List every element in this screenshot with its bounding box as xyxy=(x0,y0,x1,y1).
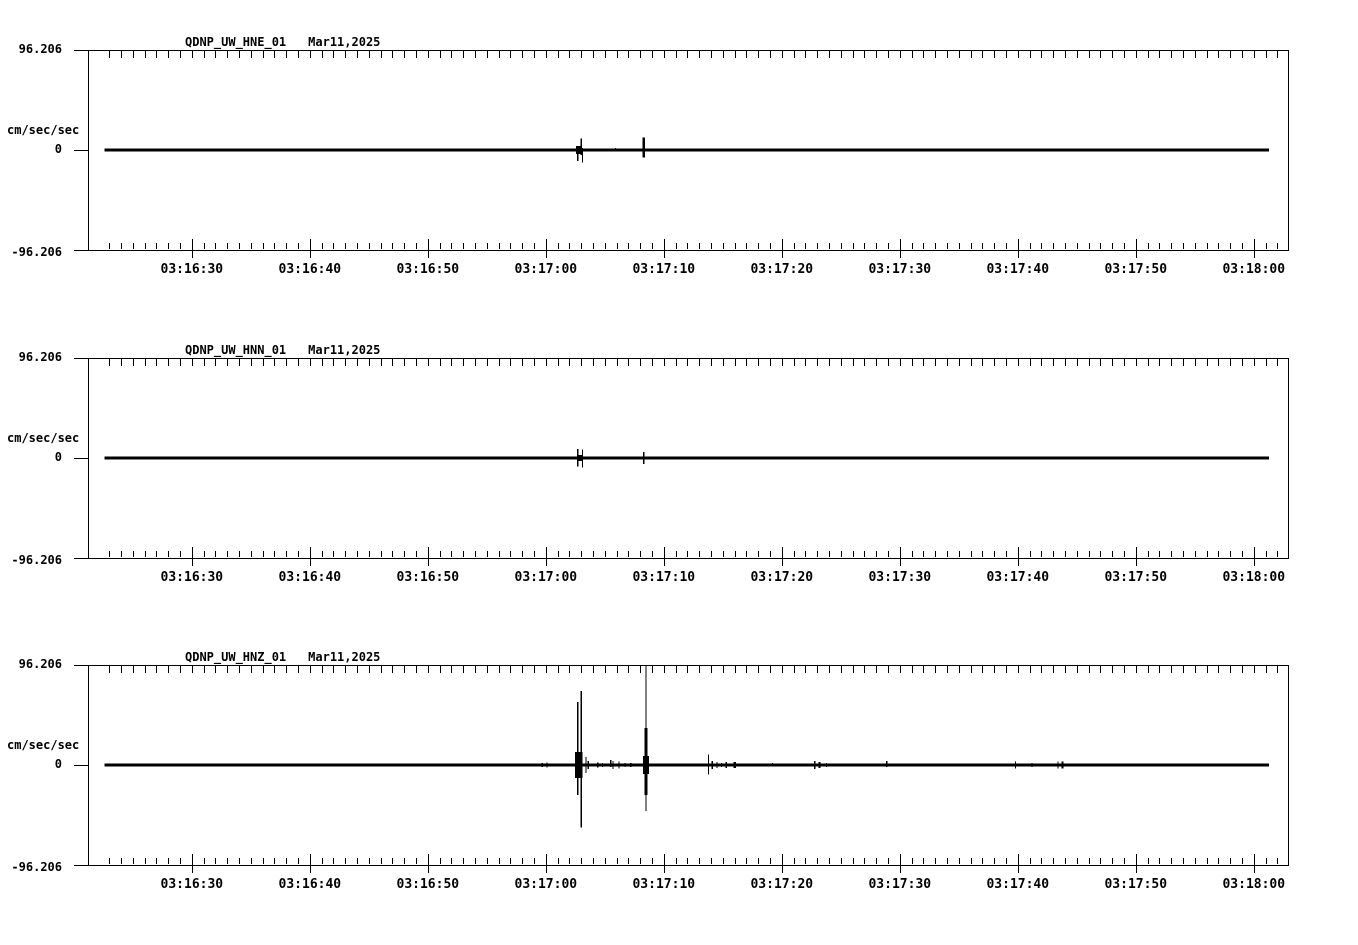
x-tick-label: 03:17:40 xyxy=(986,262,1050,277)
x-tick-label: 03:17:50 xyxy=(1104,877,1168,892)
x-axis-labels xyxy=(0,665,1358,945)
x-tick-label: 03:16:40 xyxy=(278,262,342,277)
x-tick-label: 03:17:20 xyxy=(750,262,814,277)
x-tick-label: 03:18:00 xyxy=(1222,262,1286,277)
date-label: Mar11,2025 xyxy=(308,35,381,49)
x-tick-label: 03:17:30 xyxy=(868,877,932,892)
panel-title xyxy=(185,651,380,664)
x-tick-label: 03:17:00 xyxy=(514,570,578,585)
y-units-label: cm/sec/sec xyxy=(7,123,80,137)
x-tick-label: 03:17:40 xyxy=(986,877,1050,892)
y-zero-label: 0 xyxy=(54,142,62,156)
x-tick-label: 03:17:10 xyxy=(632,570,696,585)
y-zero-label: 0 xyxy=(54,757,62,771)
x-tick-label: 03:17:20 xyxy=(750,570,814,585)
x-axis-labels xyxy=(0,50,1358,330)
y-units-label: cm/sec/sec xyxy=(7,738,80,752)
x-tick-label: 03:17:30 xyxy=(868,570,932,585)
date-label: Mar11,2025 xyxy=(308,650,381,664)
x-tick-label: 03:18:00 xyxy=(1222,570,1286,585)
x-tick-label: 03:16:30 xyxy=(160,570,224,585)
x-tick-label: 03:16:30 xyxy=(160,262,224,277)
x-tick-label: 03:18:00 xyxy=(1222,877,1286,892)
x-tick-label: 03:16:50 xyxy=(396,262,460,277)
x-tick-label: 03:17:10 xyxy=(632,262,696,277)
seismogram-panel-hnn xyxy=(0,343,1358,638)
x-tick-label: 03:17:00 xyxy=(514,877,578,892)
x-axis-labels xyxy=(0,358,1358,638)
y-max-label: 96.206 xyxy=(18,42,62,56)
x-tick-label: 03:17:50 xyxy=(1104,262,1168,277)
y-zero-label: 0 xyxy=(54,450,62,464)
x-tick-label: 03:16:40 xyxy=(278,877,342,892)
x-tick-label: 03:17:00 xyxy=(514,262,578,277)
y-units-label: cm/sec/sec xyxy=(7,431,80,445)
y-max-label: 96.206 xyxy=(18,350,62,364)
x-tick-label: 03:17:20 xyxy=(750,877,814,892)
seismogram-panel-hne xyxy=(0,35,1358,330)
station-name: QDNP_UW_HNN_01 xyxy=(185,343,287,357)
x-tick-label: 03:16:30 xyxy=(160,877,224,892)
y-max-label: 96.206 xyxy=(18,657,62,671)
panel-title xyxy=(185,344,380,357)
y-min-label: -96.206 xyxy=(11,245,62,259)
x-tick-label: 03:17:40 xyxy=(986,570,1050,585)
station-name: QDNP_UW_HNE_01 xyxy=(185,35,287,49)
x-tick-label: 03:16:50 xyxy=(396,570,460,585)
y-min-label: -96.206 xyxy=(11,553,62,567)
y-min-label: -96.206 xyxy=(11,860,62,874)
x-tick-label: 03:17:30 xyxy=(868,262,932,277)
station-name: QDNP_UW_HNZ_01 xyxy=(185,650,287,664)
panel-title xyxy=(185,36,380,49)
x-tick-label: 03:16:40 xyxy=(278,570,342,585)
x-tick-label: 03:16:50 xyxy=(396,877,460,892)
seismogram-panel-hnz xyxy=(0,650,1358,945)
x-tick-label: 03:17:10 xyxy=(632,877,696,892)
date-label: Mar11,2025 xyxy=(308,343,381,357)
x-tick-label: 03:17:50 xyxy=(1104,570,1168,585)
